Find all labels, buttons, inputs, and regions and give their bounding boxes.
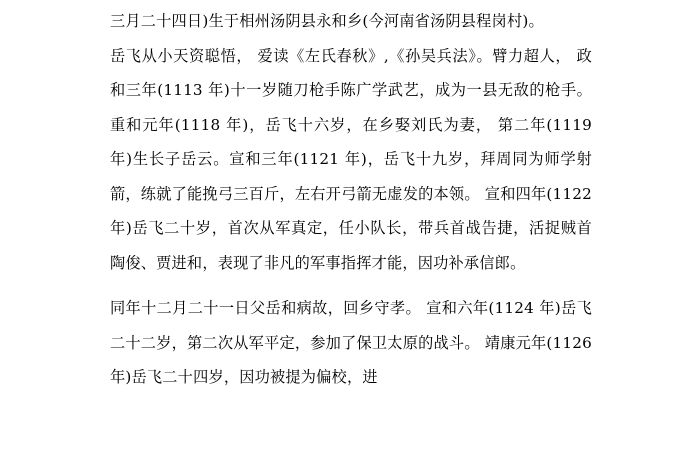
paragraph: 三月二十四日)生于相州汤阴县永和乡(今河南省汤阴县程岗村)。 (110, 12, 544, 30)
paragraph: 同年十二月二十一日父岳和病故，回乡守孝。 宣和六年(1124 年)岳飞二十二岁，第二次从军平定，参加了保卫太原的战斗。 靖康元年(1126 年)岳飞二十四岁，因功被提为偏校，进 (110, 299, 598, 386)
paragraph-spacer (110, 280, 592, 291)
document-body (110, 0, 598, 395)
paragraph: 岳飞从小天资聪悟， 爱读《左氏春秋》,《孙吴兵法》。臂力超人， 政和三年(1113 年)十一岁随刀枪手陈广学武艺，成为一县无敌的枪手。重和元年(1118 年)，岳飞十六岁，在乡娶刘氏为妻， 第二年(1119 年)生长子岳云。宣和三年(1121 年)，岳飞十九岁，拜周同为师学射箭，练就了能挽弓三百斤，左右开弓箭无虚发的本领。 宣和四年(1122 年)岳飞二十岁，首次从军真定，任小队长，带兵首战告捷，活捉贼首陶俊、贾进和，表现了非凡的军事指挥才能，因功补承信郎。 (110, 46, 598, 272)
